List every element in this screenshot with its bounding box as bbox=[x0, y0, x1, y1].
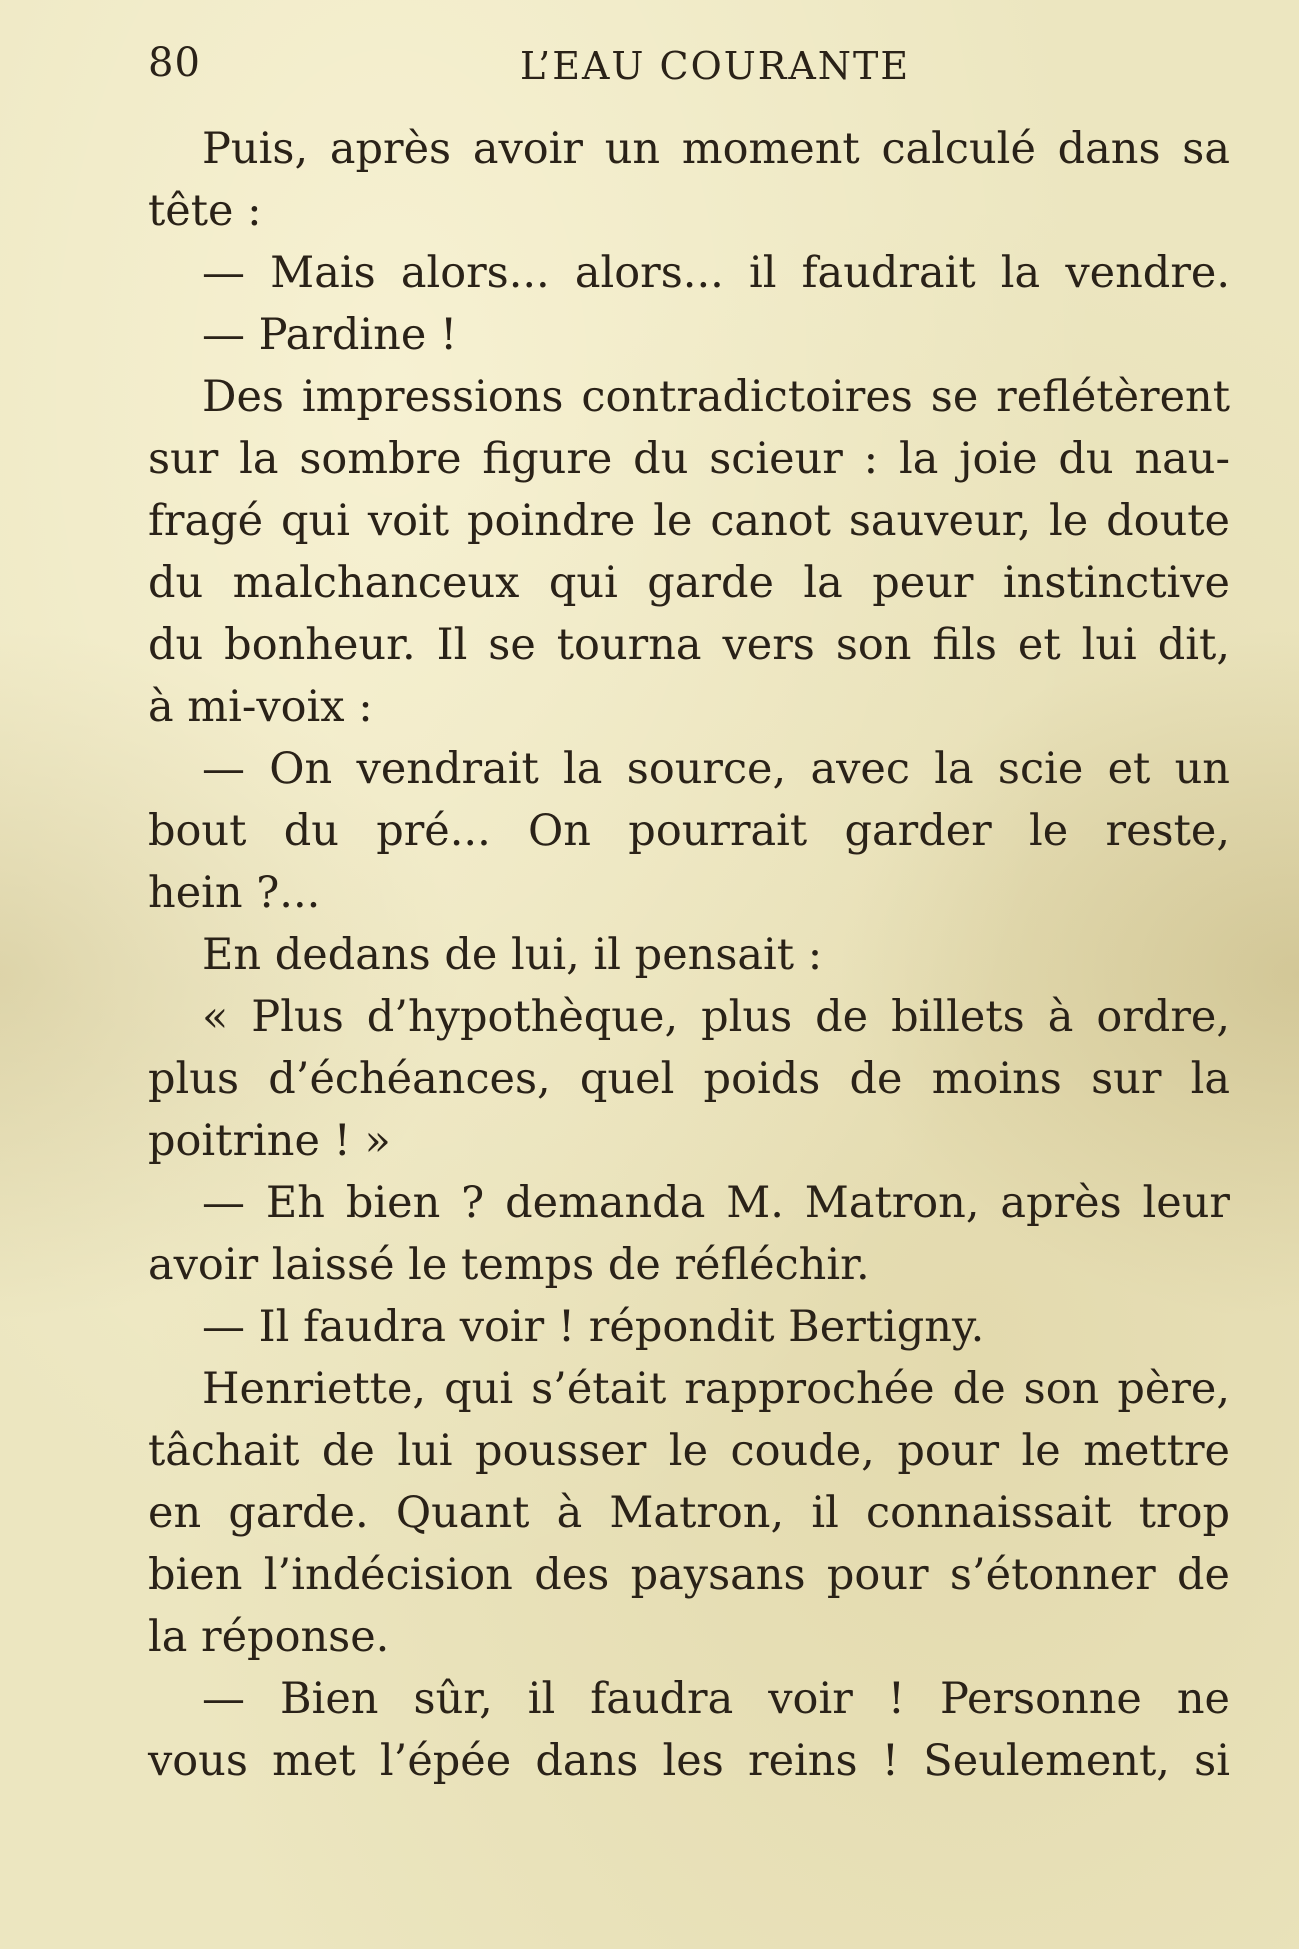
text-line: — Pardine ! bbox=[202, 310, 458, 360]
text-line: hein ?... bbox=[148, 868, 321, 918]
text-line: avoir laissé le temps de réfléchir. bbox=[148, 1240, 870, 1290]
body-text bbox=[148, 118, 1230, 1792]
text-line: du malchanceux qui garde la peur instinctive bbox=[148, 558, 1230, 608]
text-line: Des impressions contradictoires se reflétèrent bbox=[202, 372, 1230, 422]
page-number: 80 bbox=[148, 40, 201, 86]
text-line: en garde. Quant à Matron, il connaissait trop bbox=[148, 1488, 1230, 1538]
text-line: tâchait de lui pousser le coude, pour le mettre bbox=[148, 1426, 1230, 1476]
text-line: — Bien sûr, il faudra voir ! Personne ne bbox=[202, 1674, 1230, 1724]
text-line: vous met l’épée dans les reins ! Seulement, si bbox=[148, 1736, 1230, 1786]
running-head bbox=[148, 40, 1248, 100]
text-line: à mi-voix : bbox=[148, 682, 373, 732]
text-line: Henriette, qui s’était rapprochée de son père, bbox=[202, 1364, 1230, 1414]
text-line: plus d’échéances, quel poids de moins sur la bbox=[148, 1054, 1230, 1104]
text-line: poitrine ! » bbox=[148, 1116, 391, 1166]
text-line: — On vendrait la source, avec la scie et un bbox=[202, 744, 1230, 794]
text-line: bien l’indécision des paysans pour s’étonner de bbox=[148, 1550, 1230, 1600]
text-line: En dedans de lui, il pensait : bbox=[202, 930, 823, 980]
text-line: — Mais alors... alors... il faudrait la vendre. bbox=[202, 248, 1230, 298]
text-line: « Plus d’hypothèque, plus de billets à ordre, bbox=[202, 992, 1230, 1042]
running-title: L’EAU COURANTE bbox=[520, 44, 911, 88]
text-line: — Eh bien ? demanda M. Matron, après leur bbox=[202, 1178, 1230, 1228]
text-line: fragé qui voit poindre le canot sauveur, le doute bbox=[148, 496, 1230, 546]
text-line: tête : bbox=[148, 186, 262, 236]
text-line: du bonheur. Il se tourna vers son fils et lui dit, bbox=[148, 620, 1230, 670]
text-line: Puis, après avoir un moment calculé dans sa bbox=[202, 124, 1230, 174]
text-line: — Il faudra voir ! répondit Bertigny. bbox=[202, 1302, 985, 1352]
text-line: bout du pré... On pourrait garder le reste, bbox=[148, 806, 1230, 856]
text-line: sur la sombre figure du scieur : la joie du nau- bbox=[148, 434, 1230, 484]
text-line: la réponse. bbox=[148, 1612, 390, 1662]
